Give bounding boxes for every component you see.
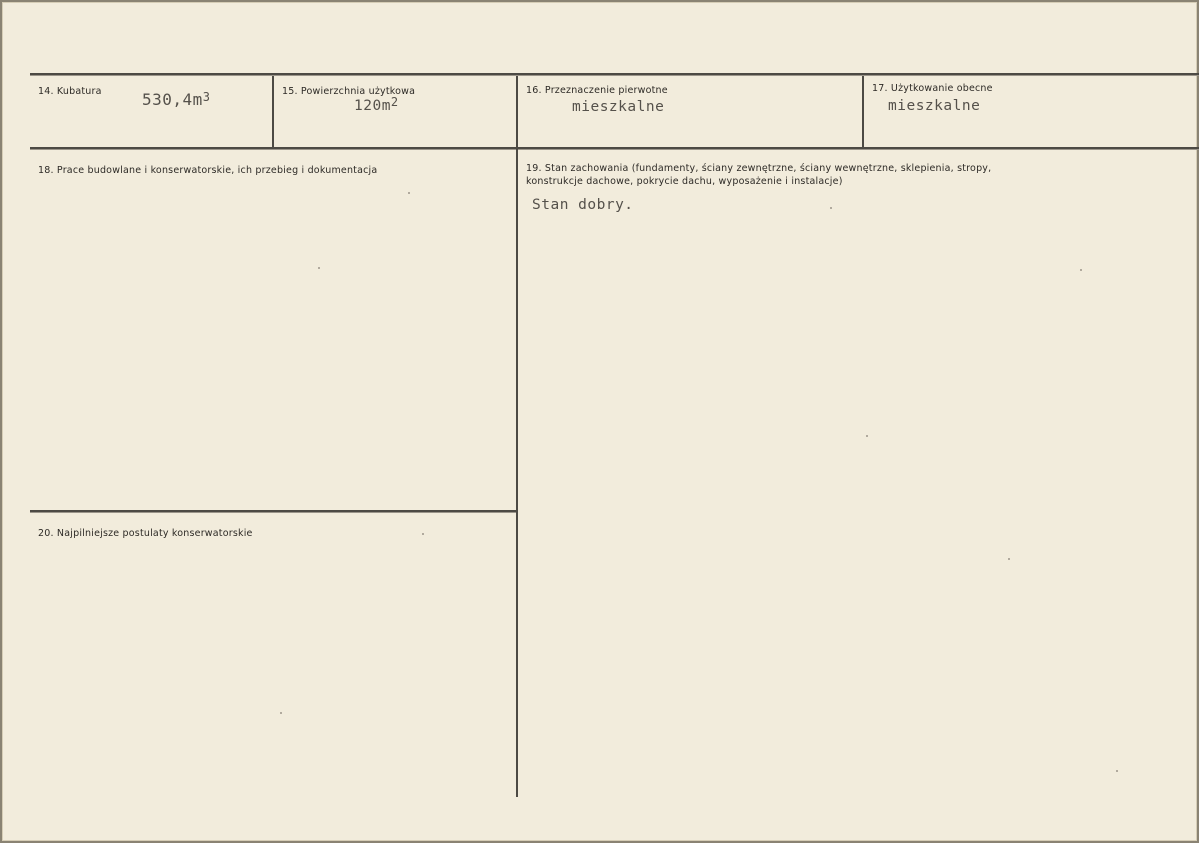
field-19-value: Stan dobry. <box>532 197 634 213</box>
column-divider-2 <box>516 76 518 797</box>
field-15-value-text: 120m <box>354 98 391 114</box>
field-20-label: 20. Najpilniejsze postulaty konserwatorskie <box>38 528 253 539</box>
paper-speck <box>422 533 424 535</box>
paper-speck <box>1008 558 1010 560</box>
paper-speck <box>866 435 868 437</box>
paper-speck <box>408 192 410 194</box>
field-16-label: 16. Przeznaczenie pierwotne <box>526 85 668 96</box>
column-divider-1 <box>272 76 274 148</box>
field-17-label: 17. Użytkowanie obecne <box>872 83 993 94</box>
field-14-value-superscript: 3 <box>202 90 211 104</box>
paper-speck <box>830 207 832 209</box>
field-15-value-superscript: 2 <box>390 95 399 109</box>
top-rule <box>30 73 1199 76</box>
field-14-value-text: 530,4m <box>142 90 203 109</box>
field-15-label: 15. Powierzchnia użytkowa <box>282 86 416 97</box>
section-18-20-divider <box>30 510 517 513</box>
paper-speck <box>280 712 282 714</box>
column-divider-3 <box>862 76 864 148</box>
field-18-label: 18. Prace budowlane i konserwatorskie, ich przebieg i dokumentacja <box>38 165 378 176</box>
field-15-value <box>354 95 399 114</box>
paper-speck <box>1080 269 1082 271</box>
field-16-value: mieszkalne <box>572 99 665 115</box>
field-19-label: 19. Stan zachowania (fundamenty, ściany zewnętrzne, ściany wewnętrzne, sklepienia, stropy, konstrukcje dachowe, pokrycie dachu, wyposażenie i instalacje) <box>526 163 992 187</box>
paper-speck <box>318 267 320 269</box>
field-14-value <box>142 90 211 109</box>
field-17-value: mieszkalne <box>888 98 981 114</box>
field-14-label: 14. Kubatura <box>38 86 102 97</box>
middle-rule <box>30 147 1199 150</box>
paper-speck <box>1116 770 1118 772</box>
